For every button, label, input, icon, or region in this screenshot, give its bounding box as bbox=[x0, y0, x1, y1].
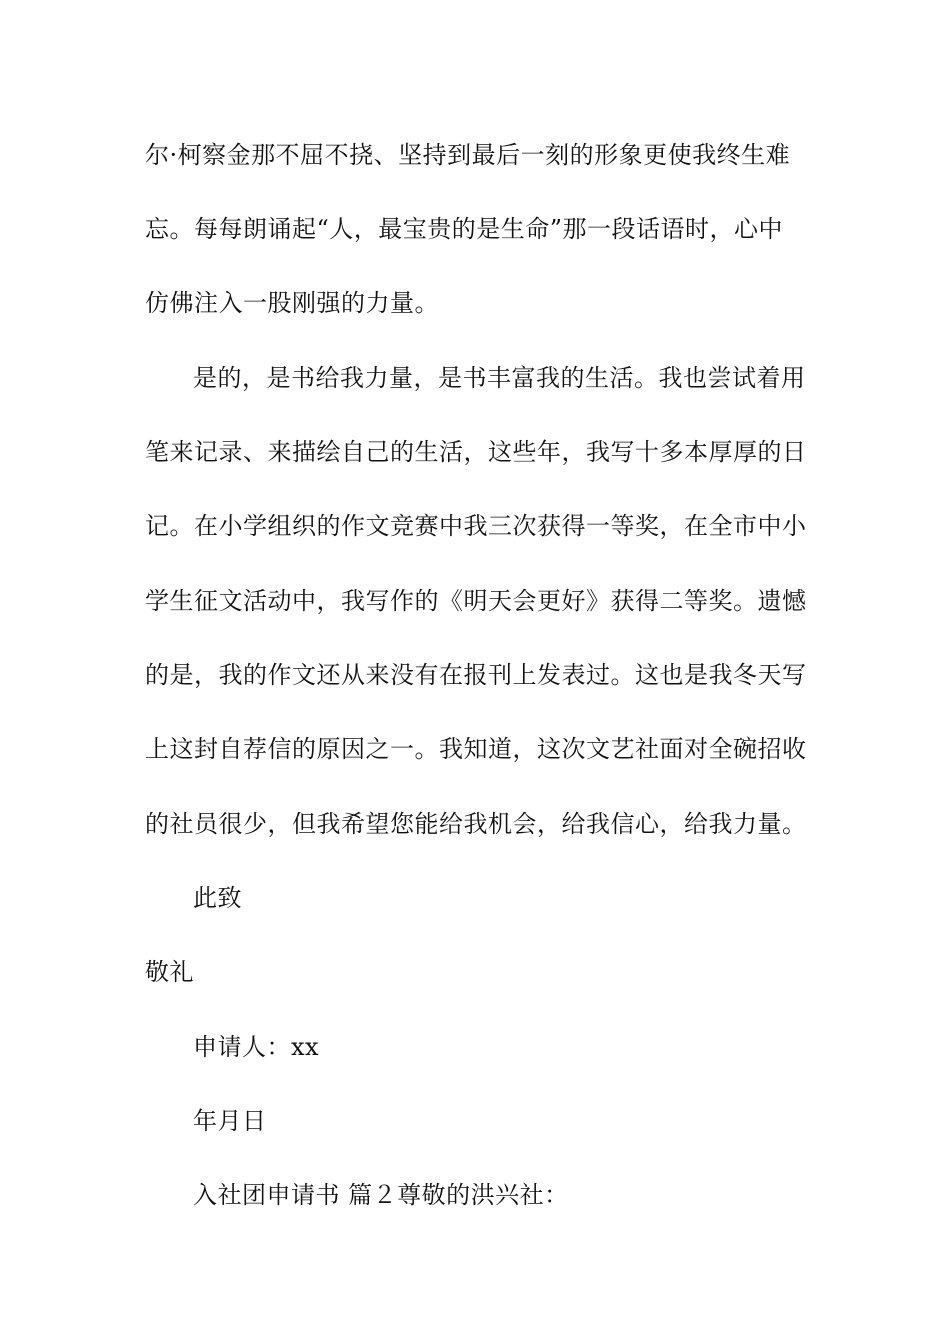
closing-salutation: 此致 bbox=[193, 884, 242, 912]
text-line: 的是，我的作文还从来没有在报刊上发表过。这也是我冬天写 bbox=[145, 661, 807, 689]
text-line: 仿佛注入一股刚强的力量。 bbox=[145, 289, 439, 317]
applicant-signature: 申请人：xx bbox=[193, 1033, 320, 1061]
text-line: 学生征文活动中，我写作的《明天会更好》获得二等奖。遗憾 bbox=[145, 587, 807, 615]
date-line: 年月日 bbox=[193, 1107, 267, 1135]
text-line: 忘。每每朗诵起“人，最宝贵的是生命”那一段话语时，心中 bbox=[145, 215, 784, 243]
text-line: 记。在小学组织的作文竞赛中我三次获得一等奖，在全市中小 bbox=[145, 512, 807, 540]
text-line: 是的，是书给我力量，是书丰富我的生活。我也尝试着用 bbox=[193, 364, 806, 392]
closing-regards: 敬礼 bbox=[145, 958, 194, 986]
text-line: 笔来记录、来描绘自己的生活，这些年，我写十多本厚厚的日 bbox=[145, 438, 807, 466]
text-line: 上这封自荐信的原因之一。我知道，这次文艺社面对全碗招收 bbox=[145, 735, 807, 763]
text-line: 尔·柯察金那不屈不挠、坚持到最后一刻的形象更使我终生难 bbox=[145, 141, 791, 169]
section-heading: 入社团申请书 篇２尊敬的洪兴社： bbox=[193, 1181, 569, 1209]
text-line: 的社员很少，但我希望您能给我机会，给我信心，给我力量。 bbox=[145, 810, 807, 838]
